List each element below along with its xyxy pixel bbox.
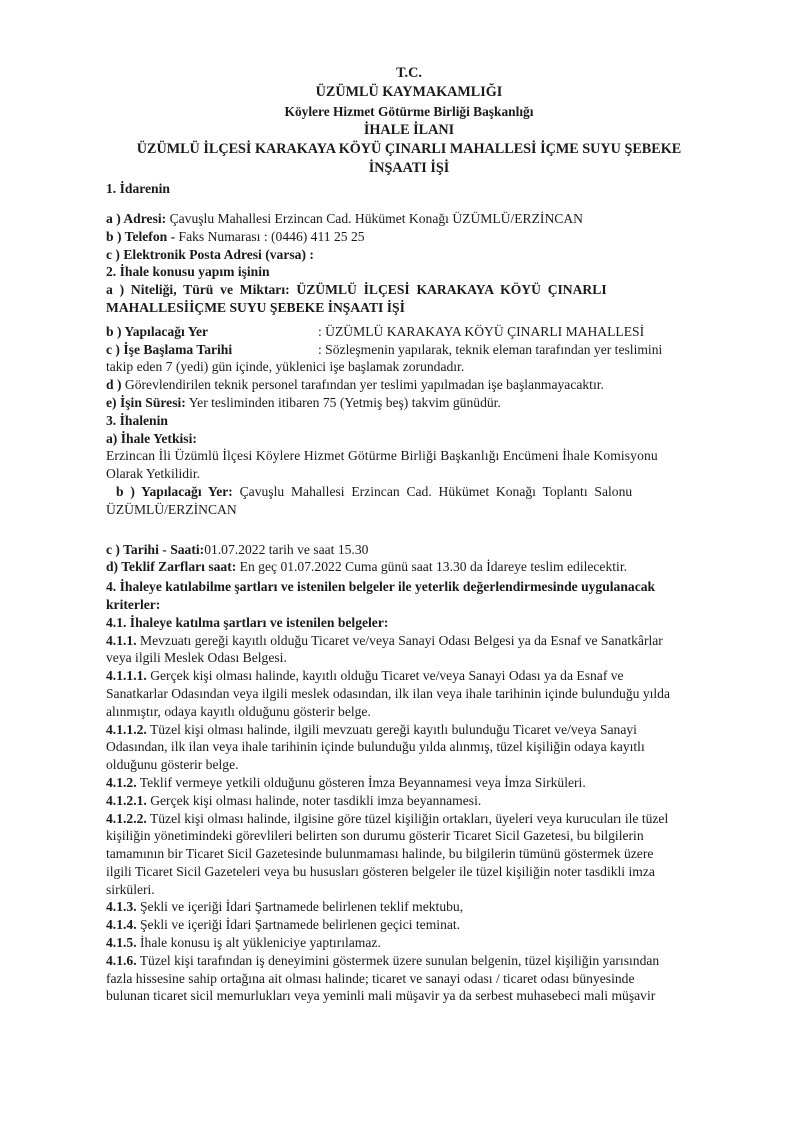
requirement-number: 4.1.1.2.	[106, 721, 147, 737]
requirement-text: Tüzel kişi olması halinde, ilgili mevzuatı gereği kayıtlı bulunduğu Ticaret ve/veya Sanayi	[149, 721, 637, 737]
section4-heading: 4. İhaleye katılabilme şartları ve istenilen belgeler ile yeterlik değerlendirmesinde uygulanacak	[106, 579, 656, 595]
requirement-line	[106, 667, 752, 685]
personnel-value: Görevlendirilen teknik personel tarafından yer teslimi yapılmadan işe başlanmayacaktır.	[121, 377, 604, 393]
venue-continuation: ÜZÜMLÜ/ERZİNCAN	[106, 501, 237, 517]
venue-value: Çavuşlu Mahallesi Erzincan Cad. Hükümet Konağı Toplantı Salonu	[232, 483, 633, 499]
bid-deadline-value: En geç 01.07.2022 Cuma günü saat 13.30 da İdareye teslim edilecektir.	[236, 559, 627, 575]
requirement-line	[106, 934, 752, 952]
header-ilan: İHALE İLANI	[363, 122, 455, 138]
requirement-number: 4.1.1.1.	[106, 668, 147, 684]
requirement-text: Tüzel kişi tarafından iş deneyimini göstermek üzere sunulan belgenin, tüzel kişiliğin yarısından	[139, 952, 660, 968]
start-date-label: c ) İşe Başlama Tarihi	[106, 341, 233, 357]
location-label: b ) Yapılacağı Yer	[106, 323, 209, 339]
location-row	[106, 323, 752, 341]
requirement-text: alınmıştır, odaya kayıtlı olduğunu gösterir belge.	[106, 703, 371, 719]
requirement-text: tamamının bir Ticaret Sicil Gazetesinde bulunmaması halinde, bu bilgilerin tümünü göstermek üzere	[106, 846, 654, 862]
requirement-line	[106, 721, 752, 739]
requirement-text: sirküleri.	[106, 881, 155, 897]
personnel-label: d )	[106, 377, 122, 393]
requirement-text: Sanatkarlar Odasından veya ilgili meslek odasından, ilk ilan veya ihale tarihinin içinde bulunduğu yılda	[106, 685, 670, 701]
requirement-text: olduğunu gösterir belge.	[106, 757, 239, 773]
requirement-item	[106, 792, 752, 810]
requirement-line	[106, 738, 752, 756]
venue-label: b ) Yapılacağı Yer:	[116, 483, 233, 499]
requirement-line	[106, 774, 752, 792]
requirement-item	[106, 632, 752, 668]
duration-label: e) İşin Süresi:	[106, 394, 186, 410]
personnel-line	[106, 376, 752, 394]
header-birlik: Köylere Hizmet Götürme Birliği Başkanlığı	[284, 104, 534, 119]
authority-label: a) İhale Yetkisi:	[106, 430, 197, 446]
requirement-text: Mevzuatı gereği kayıtlı olduğu Ticaret ve/veya Sanayi Odası Belgesi ya da Esnaf ve Sanatkârlar	[140, 632, 663, 648]
requirement-text: Teklif vermeye yetkili olduğunu gösteren İmza Beyannamesi veya İmza Sirküleri.	[139, 774, 586, 790]
requirement-line	[106, 898, 752, 916]
phone-label: b ) Telefon -	[106, 228, 176, 244]
requirement-text: Gerçek kişi olması halinde, kayıtlı olduğu Ticaret ve/veya Sanayi Odası ya da Esnaf ve	[150, 668, 624, 684]
header-title-line1: ÜZÜMLÜ İLÇESİ KARAKAYA KÖYÜ ÇINARLI MAHALLESİ İÇME SUYU ŞEBEKE	[136, 141, 682, 157]
phone-line	[106, 228, 752, 246]
address-value: Çavuşlu Mahallesi Erzincan Cad. Hükümet Konağı ÜZÜMLÜ/ERZİNCAN	[166, 211, 583, 226]
requirement-line	[106, 792, 752, 810]
requirement-line	[106, 827, 752, 845]
section2-heading: 2. İhale konusu yapım işinin	[106, 264, 270, 280]
header-kaymakamlik: ÜZÜMLÜ KAYMAKAMLIĞI	[315, 84, 503, 100]
requirement-number: 4.1.4.	[106, 917, 137, 933]
requirement-number: 4.1.6.	[106, 952, 137, 968]
requirement-line	[106, 845, 752, 863]
duration-value: Yer tesliminden itibaren 75 (Yetmiş beş) takvim günüdür.	[185, 394, 501, 410]
requirement-number: 4.1.2.	[106, 774, 137, 790]
requirement-item	[106, 810, 752, 899]
duration-line	[106, 394, 752, 412]
bid-deadline-label: d) Teklif Zarfları saat:	[106, 559, 237, 575]
requirement-line	[106, 970, 752, 988]
requirement-text: İhale konusu iş alt yükleniciye yaptırılamaz.	[140, 935, 381, 951]
header-title-line2: İNŞAATI İŞİ	[368, 160, 450, 176]
requirement-line	[106, 810, 752, 828]
requirement-line	[106, 756, 752, 774]
requirement-number: 4.1.5.	[106, 935, 137, 951]
requirement-line	[106, 916, 752, 934]
requirement-item	[106, 774, 752, 792]
requirement-text: fazla hissesine sahip ortağına ait olması halinde; ticaret ve sanayi odası / ticaret odası bünyesinde	[106, 970, 635, 986]
start-date-continuation: takip eden 7 (yedi) gün içinde, yüklenici işe başlamak zorundadır.	[106, 359, 465, 375]
nature-line-2: MAHALLESİİÇME SUYU ŞEBEKE İNŞAATI İŞİ	[106, 299, 405, 315]
requirements-list	[106, 632, 752, 1006]
requirement-text: Şekli ve içeriği İdari Şartnamede belirlenen geçici teminat.	[140, 917, 461, 933]
requirement-line	[106, 952, 752, 970]
date-time-label: c ) Tarihi - Saati:	[106, 541, 205, 557]
nature-line: a ) Niteliği, Türü ve Miktarı: ÜZÜMLÜ İLÇESİ KARAKAYA KÖYÜ ÇINARLI	[106, 282, 607, 298]
requirement-item	[106, 721, 752, 774]
requirement-item	[106, 934, 752, 952]
document-header	[66, 64, 752, 178]
authority-text-2: Olarak Yetkilidir.	[106, 466, 201, 482]
requirement-text: bulunan ticaret sicil memurlukları veya yeminli mali müşavir ya da serbest muhasebeci mali müşavir	[106, 988, 656, 1004]
date-time-line	[106, 541, 752, 559]
requirement-number: 4.1.1.	[106, 632, 137, 648]
requirement-line	[106, 685, 752, 703]
address-label: a ) Adresi:	[106, 211, 167, 226]
venue-line	[106, 483, 752, 501]
requirement-number: 4.1.2.1.	[106, 792, 147, 808]
requirement-item	[106, 898, 752, 916]
requirement-item	[106, 916, 752, 934]
requirement-line	[106, 863, 752, 881]
bid-deadline-line	[106, 558, 752, 576]
requirement-text: Odasından, ilk ilan veya ihale tarihinin içinde bulunduğu yılda alınmış, tüzel kişiliğin odaya kayıtlı	[106, 739, 645, 755]
requirement-text: Şekli ve içeriği İdari Şartnamede belirlenen teklif mektubu,	[140, 899, 464, 915]
phone-value: Faks Numarası : (0446) 411 25 25	[175, 228, 365, 244]
address-line	[106, 210, 752, 228]
requirement-text: ilgili Ticaret Sicil Gazeteleri veya bu hususları gösteren belgeler ile tüzel kişiliğin noter tasdikli imza	[106, 863, 655, 879]
section4-1-heading: 4.1. İhaleye katılma şartları ve istenilen belgeler:	[106, 614, 389, 630]
requirement-number: 4.1.3.	[106, 899, 137, 915]
requirement-line	[106, 649, 752, 667]
requirement-line	[106, 987, 752, 1005]
requirement-line	[106, 703, 752, 721]
requirement-line	[106, 881, 752, 899]
requirement-item	[106, 667, 752, 720]
requirement-line	[106, 632, 752, 650]
start-date-value: : Sözleşmenin yapılarak, teknik eleman tarafından yer teslimini	[318, 341, 663, 357]
email-line: c ) Elektronik Posta Adresi (varsa) :	[106, 246, 314, 262]
requirement-number: 4.1.2.2.	[106, 810, 147, 826]
section4-heading-cont: kriterler:	[106, 596, 161, 612]
start-date-row	[106, 341, 752, 359]
section1-heading: 1. İdarenin	[106, 181, 170, 196]
section3-heading: 3. İhalenin	[106, 412, 168, 428]
requirement-item	[106, 952, 752, 1005]
location-value: : ÜZÜMLÜ KARAKAYA KÖYÜ ÇINARLI MAHALLESİ	[318, 323, 645, 339]
date-time-value: 01.07.2022 tarih ve saat 15.30	[204, 541, 369, 557]
authority-text-1: Erzincan İli Üzümlü İlçesi Köylere Hizmet Götürme Birliği Başkanlığı Encümeni İhale Komisyonu	[106, 448, 658, 464]
requirement-text: kişiliğin yönetimindeki görevlileri belirten son durumu gösterir Ticaret Sicil Gazetesi, bu bilgilerin	[106, 828, 644, 844]
requirement-text: veya ilgili Meslek Odası Belgesi.	[106, 650, 287, 666]
header-tc: T.C.	[396, 65, 422, 81]
requirement-text: Gerçek kişi olması halinde, noter tasdikli imza beyannamesi.	[150, 792, 482, 808]
requirement-text: Tüzel kişi olması halinde, ilgisine göre tüzel kişiliğin ortakları, üyeleri veya kurucuları ile tüzel	[149, 810, 669, 826]
